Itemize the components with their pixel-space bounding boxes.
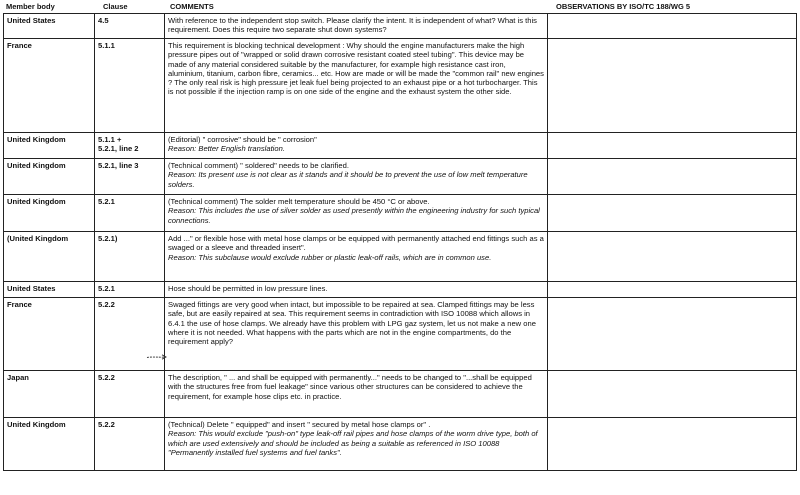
member-cell: United States	[4, 282, 95, 297]
clause-cell: 5.1.1 + 5.2.1, line 2	[95, 133, 165, 158]
comment-cell: Add ..." or flexible hose with metal hose clamps or be equipped with permanently attached end fittings such as a swaged or a sleeve and threaded insert". Reason: This subclause would exclude rubber or plastic leak-off rails, which are in common use.	[165, 232, 548, 281]
clause-cell: 5.2.2	[95, 298, 165, 370]
clause-cell: 4.5	[95, 14, 165, 38]
clause-cell: 5.2.1)	[95, 232, 165, 281]
clause-cell: 5.2.1, line 3	[95, 159, 165, 194]
comment-cell: Swaged fittings are very good when intact, but impossible to be repaired at sea. Clamped fittings may be less safe, but are easily repaired at sea. This requirement seems in contradiction with ISO 10088 which allows in 6.4.1 the use of hose clamps. We already have this problem with LPG gaz system, let us not make a new one where it is not needed. What happens with the parts which are not in the engine compartments, do the requirement apply?	[165, 298, 548, 370]
header-member-body: Member body	[6, 2, 55, 11]
comment-cell: (Editorial) " corrosive" should be " corrosion" Reason: Better English translation.	[165, 133, 548, 158]
observation-cell	[548, 282, 796, 297]
member-cell: United Kingdom	[4, 159, 95, 194]
observation-cell	[548, 14, 796, 38]
member-cell: United Kingdom	[4, 418, 95, 470]
clause-cell: 5.1.1	[95, 39, 165, 132]
observation-cell	[548, 298, 796, 370]
member-cell: Japan	[4, 371, 95, 417]
observation-cell	[548, 133, 796, 158]
table-row	[3, 298, 797, 371]
table-row	[3, 195, 797, 232]
member-cell: France	[4, 39, 95, 132]
header-observations: OBSERVATIONS BY ISO/TC 188/WG 5	[556, 2, 691, 11]
header-comments: COMMENTS	[170, 2, 214, 11]
comment-cell: With reference to the independent stop switch. Please clarify the intent. It is independent of what? What is this requirement. Does this require two separate shut down systems?	[165, 14, 548, 38]
observation-cell	[548, 418, 796, 470]
clause-cell: 5.2.1	[95, 282, 165, 297]
member-cell: United Kingdom	[4, 133, 95, 158]
comment-cell: The description, " ... and shall be equipped with permanently..." needs to be changed to "...shall be equipped with the structures free from fuel leakage" since various other structures can be considered to achieve the requirement, for example hose clips etc. in practice.	[165, 371, 548, 417]
table-row	[3, 159, 797, 195]
comments-table	[3, 13, 797, 471]
member-cell: France	[4, 298, 95, 370]
table-row	[3, 371, 797, 418]
table-row	[3, 13, 797, 39]
clause-cell: 5.2.2	[95, 371, 165, 417]
table-row	[3, 418, 797, 471]
header-clause: Clause	[103, 2, 128, 11]
comment-cell: (Technical) Delete " equipped" and insert " secured by metal hose clamps or" . Reason: This would exclude "push-on" type leak-off rail pipes and hose clamps of the worm drive type, both of which are used extensively and should be included as being a suitable as referenced in ISO 10088 "Permanently installed fuel systems and fuel tanks".	[165, 418, 548, 470]
comment-cell: (Technical comment) " soldered" needs to be clarified. Reason: Its present use is not clear as it stands and it should be to prevent the use of low melt temperature solders.	[165, 159, 548, 194]
comment-cell: Hose should be permitted in low pressure lines.	[165, 282, 548, 297]
clause-cell: 5.2.1	[95, 195, 165, 231]
handwritten-arrow-icon	[146, 353, 168, 361]
member-cell: United States	[4, 14, 95, 38]
comment-cell: This requirement is blocking technical development : Why should the engine manufacturers make the high pressure pipes out of "wrapped or solid drawn corrosive resistant coated steel tubing". This device may be made of any material considered suitable by the manufacturer, for example high resistance cast iron, aluminium, titanium, carbon fibre, ceramics... etc. How are made or will be made the "common rail" new engines ? The only real risk is high pressure jet leak fuel being projected to an exhaust pipe or a hot turbocharger. This is not possible if the injection ramp is on one side of the engine and the exhaust system the other side.	[165, 39, 548, 132]
clause-cell: 5.2.2	[95, 418, 165, 470]
member-cell: (United Kingdom	[4, 232, 95, 281]
observation-cell	[548, 232, 796, 281]
table-row	[3, 232, 797, 282]
table-row	[3, 133, 797, 159]
observation-cell	[548, 371, 796, 417]
observation-cell	[548, 159, 796, 194]
table-row	[3, 39, 797, 133]
observation-cell	[548, 39, 796, 132]
table-row	[3, 282, 797, 298]
observation-cell	[548, 195, 796, 231]
member-cell: United Kingdom	[4, 195, 95, 231]
comment-cell: (Technical comment) The solder melt temperature should be 450 °C or above. Reason: This includes the use of silver solder as used presently within the engineering industry for such typical connections.	[165, 195, 548, 231]
